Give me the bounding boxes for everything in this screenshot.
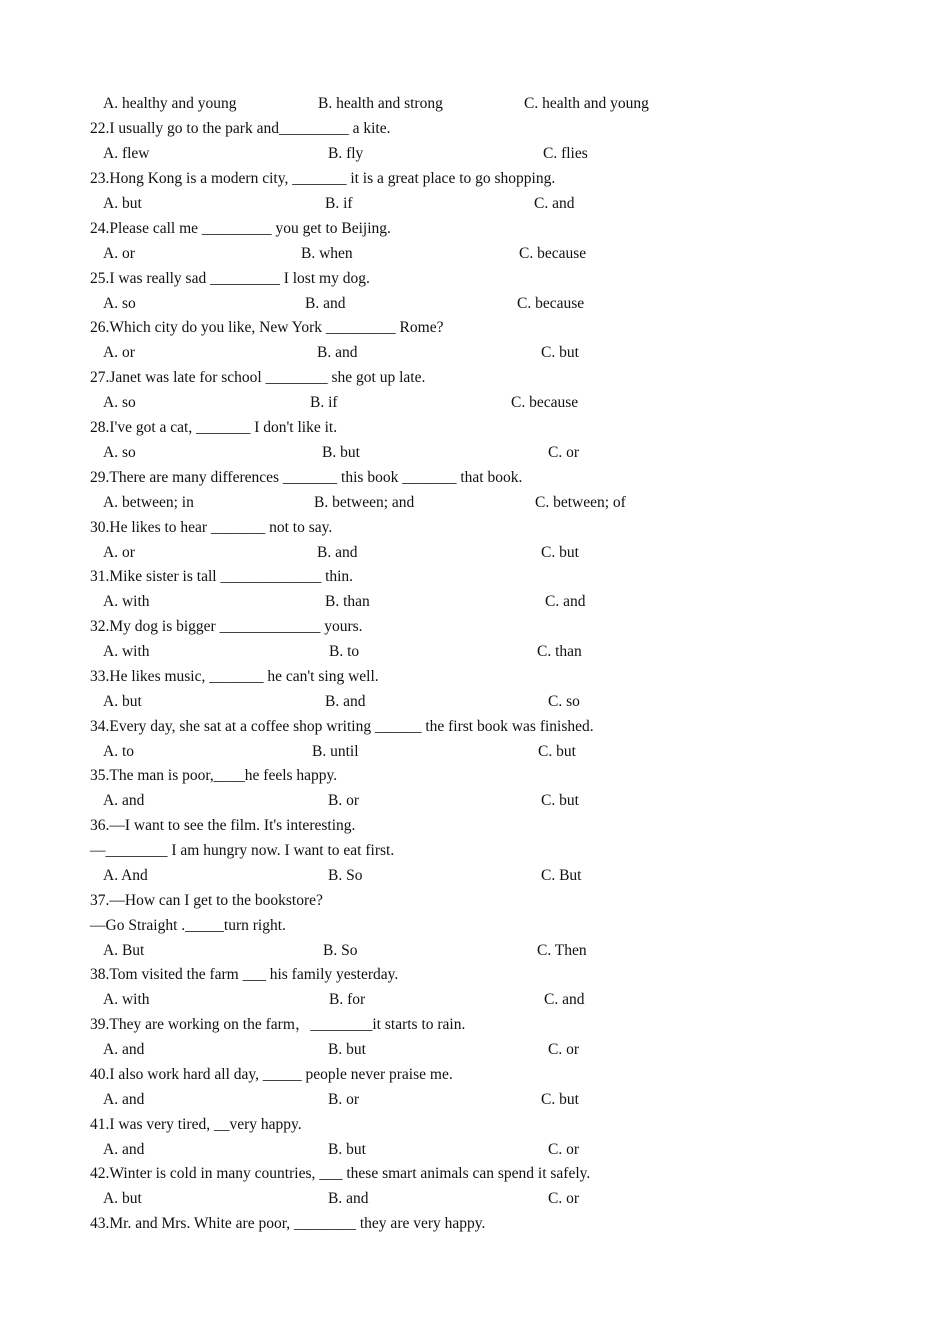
option-b: B. if (325, 195, 353, 212)
option-c: C. and (544, 991, 585, 1008)
option-c: C. but (541, 544, 579, 561)
option-b: B. and (325, 693, 366, 710)
question-38: 38.Tom visited the farm ___ his family yesterday. (90, 966, 399, 983)
question-33: 33.He likes music, _______ he can't sing well. (90, 668, 379, 685)
option-b: B. So (323, 942, 358, 959)
option-a: A. flew (103, 145, 150, 162)
option-a: A. or (103, 344, 135, 361)
option-b: B. to (329, 643, 360, 660)
option-a: A. between; in (103, 494, 194, 511)
option-b: B. or (328, 1091, 359, 1108)
option-a: A. so (103, 394, 136, 411)
question-42: 42.Winter is cold in many countries, ___ these smart animals can spend it safely. (90, 1165, 591, 1182)
question-28: 28.I've got a cat, _______ I don't like it. (90, 419, 338, 436)
option-b: B. until (312, 743, 359, 760)
option-a: A. so (103, 295, 136, 312)
option-b: B. but (328, 1041, 366, 1058)
option-b: B. for (329, 991, 366, 1008)
option-c: C. or (548, 444, 579, 461)
option-b: B. or (328, 792, 359, 809)
option-b: B. and (305, 295, 346, 312)
option-c: C. Then (537, 942, 587, 959)
option-b: B. and (328, 1190, 369, 1207)
question-31: 31.Mike sister is tall _____________ thin. (90, 568, 354, 585)
question-39: 39.They are working on the farm，________it starts to rain. (90, 1016, 466, 1033)
option-c: C. or (548, 1141, 579, 1158)
option-a: A. but (103, 693, 142, 710)
option-c: C. but (541, 792, 579, 809)
question-34: 34.Every day, she sat at a coffee shop writing ______ the first book was finished. (90, 718, 594, 735)
option-b: B. between; and (314, 494, 415, 511)
question-22: 22.I usually go to the park and_________ a kite. (90, 120, 391, 137)
option-c: C. but (538, 743, 576, 760)
option-a: A. to (103, 743, 134, 760)
option-a: A. but (103, 195, 142, 212)
option-a: A. and (103, 1091, 145, 1108)
question-23: 23.Hong Kong is a modern city, _______ it is a great place to go shopping. (90, 170, 556, 187)
question-36: 36.—I want to see the film. It's interesting. (90, 817, 356, 834)
option-a: A. with (103, 991, 150, 1008)
option-c: C. or (548, 1041, 579, 1058)
question-24: 24.Please call me _________ you get to Beijing. (90, 220, 391, 237)
option-c: C. but (541, 1091, 579, 1108)
question-27: 27.Janet was late for school ________ she got up late. (90, 369, 426, 386)
option-c: C. so (548, 693, 580, 710)
option-c: C. flies (543, 145, 588, 162)
option-c: C. but (541, 344, 579, 361)
option-b: B. and (317, 344, 358, 361)
option-b: B. than (325, 593, 370, 610)
question-37-reply: —Go Straight ._____turn right. (90, 917, 286, 934)
option-a: A. or (103, 544, 135, 561)
question-36-reply: —________ I am hungry now. I want to eat first. (90, 842, 395, 859)
option-c: C. But (541, 867, 582, 884)
option-b: B. fly (328, 145, 364, 162)
option-c: C. because (519, 245, 587, 262)
question-26: 26.Which city do you like, New York _________ Rome? (90, 319, 444, 336)
option-a: A. But (103, 942, 145, 959)
option-b: B. and (317, 544, 358, 561)
question-40: 40.I also work hard all day, _____ people never praise me. (90, 1066, 453, 1083)
question-43: 43.Mr. and Mrs. White are poor, ________ they are very happy. (90, 1215, 486, 1232)
option-c: C. between; of (535, 494, 626, 511)
option-a: A. healthy and young (103, 95, 237, 112)
question-25: 25.I was really sad _________ I lost my dog. (90, 270, 370, 287)
option-c: C. or (548, 1190, 579, 1207)
option-c: C. because (517, 295, 585, 312)
question-41: 41.I was very tired, __very happy. (90, 1116, 302, 1133)
option-b: B. but (322, 444, 360, 461)
option-b: B. So (328, 867, 363, 884)
option-a: A. with (103, 643, 150, 660)
option-c: C. and (534, 195, 575, 212)
option-a: A. with (103, 593, 150, 610)
question-30: 30.He likes to hear _______ not to say. (90, 519, 333, 536)
question-37: 37.—How can I get to the bookstore? (90, 892, 323, 909)
question-32: 32.My dog is bigger _____________ yours. (90, 618, 363, 635)
option-c: C. health and young (524, 95, 649, 112)
option-a: A. and (103, 792, 145, 809)
option-a: A. And (103, 867, 148, 884)
question-29: 29.There are many differences _______ this book _______ that book. (90, 469, 523, 486)
option-a: A. so (103, 444, 136, 461)
option-a: A. but (103, 1190, 142, 1207)
option-b: B. when (301, 245, 353, 262)
option-c: C. because (511, 394, 579, 411)
option-a: A. or (103, 245, 135, 262)
option-b: B. if (310, 394, 338, 411)
option-c: C. than (537, 643, 582, 660)
option-a: A. and (103, 1141, 145, 1158)
question-35: 35.The man is poor,____he feels happy. (90, 767, 338, 784)
option-b: B. health and strong (318, 95, 443, 112)
option-c: C. and (545, 593, 586, 610)
option-b: B. but (328, 1141, 366, 1158)
option-a: A. and (103, 1041, 145, 1058)
